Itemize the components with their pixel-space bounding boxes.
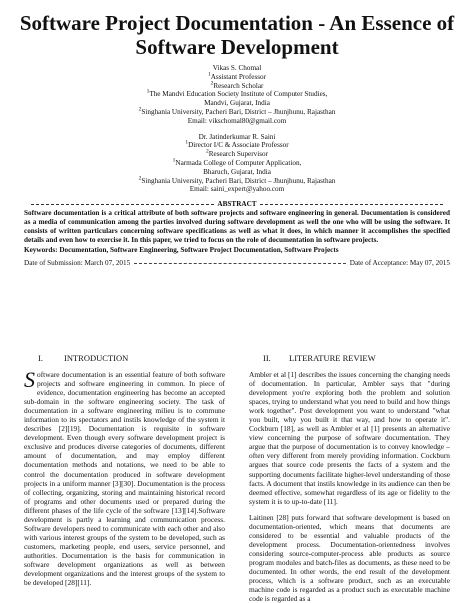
dates-line <box>24 259 450 268</box>
drop-cap: S <box>24 367 35 392</box>
author-institution: $^1$Narmada College of Computer Application, <box>172 157 302 167</box>
author-institution-location: Mandvi, Gujarat, India <box>204 99 270 108</box>
body-columns <box>24 353 450 603</box>
section-title: LITERATURE REVIEW <box>289 353 376 363</box>
author-block-2 <box>0 133 474 195</box>
author-email: Email: saini_expert@yahoo.com <box>189 185 285 194</box>
section-number: I. <box>38 353 43 363</box>
abstract-heading <box>28 200 446 209</box>
author-institution: $^1$The Mandvi Education Society Institute of Computer Studies, <box>146 89 328 99</box>
right-column <box>249 353 450 603</box>
section-paragraph: Laitinen [28] puts forward that software development is based on documentation-oriented, which means that documents are considered to be essential and valuable products of the development process. Documentation-orientedness involves considering source-computer-process able products as source program modules and batch-files as documents, as these need to be documented. In other words, the end result of the development process, which is a software product, such as an executable machine code is regarded as a product such as executable machine code is regarded as a <box>249 512 450 603</box>
section-heading <box>38 353 225 364</box>
author-name: Dr. Jatinderkumar R. Saini <box>198 132 276 141</box>
date-of-acceptance: Date of Acceptance: May 07, 2015 <box>349 258 450 267</box>
keywords: Keywords: Documentation, Software Engineering, Software Project Documentation, Software Projects <box>24 245 339 254</box>
author-affiliation: $^1$Assistant Professor <box>207 71 267 81</box>
author-institution-location: Bharuch, Gujarat, India <box>203 167 271 176</box>
title-line-2: Software Development <box>135 35 339 59</box>
author-name: Vikas S. Chomal <box>212 64 262 72</box>
divider <box>260 204 443 205</box>
abstract-text: Software documentation is a critical attribute of both software projects and software engineering in general. Documentation is considered as a media of communication among the parties involved during software development as well the one who will be using the software. It consists of written particulars concerning software specifications as well as what it does, in which manner it accomplishes the specified details and even how to exercise it. In this paper, we tried to focus on the role of documentation in software projects. <box>24 209 450 245</box>
author-affiliation: $^2$Research Scholar <box>210 80 264 90</box>
author-email: Email: vikschomal80@gmail.com <box>187 116 287 125</box>
paper-title <box>0 11 474 59</box>
left-column <box>24 353 225 603</box>
author-affiliation: $^2$Research Supervisor <box>205 148 269 159</box>
author-block-1 <box>0 64 474 126</box>
date-of-submission: Date of Submission: March 07, 2015 <box>24 258 131 267</box>
title-line-1: Software Project Documentation - An Essence of <box>19 11 455 35</box>
author-affiliation: $^1$Director I/C & Associate Professor <box>185 139 289 150</box>
abstract-body <box>24 209 450 254</box>
author-institution: $^2$Singhania University, Pacheri Bari, District – Jhunjhunu, Rajasthan <box>138 175 336 185</box>
section-number: II. <box>263 353 271 363</box>
paper-page <box>0 11 474 603</box>
divider <box>31 204 214 205</box>
author-institution: $^2$Singhania University, Pacheri Bari, District – Jhunjhunu, Rajasthan <box>138 106 336 116</box>
section-paragraph <box>24 367 225 588</box>
section-heading <box>263 353 450 364</box>
section-title: INTRODUCTION <box>64 353 129 363</box>
paragraph-text: oftware documentation is an essential feature of both software projects and software engineering in common. In piece of evidence, documentation engineering has become an accepted sub-domain in the software engineering society. The task of documentation in a software engineering milieu is to commune information to its spectators and instils knowledge of the system it describes [2][19]. Documentation is requisite in software development. Even though every software development project is exclusive and produces diverse categories of documents, different amount of documentation, and may employ different documentation methods and notations, we need to be able to control the documentation produced in software development projects in a uniform manner [3][30]. Documentation is the process of collecting, organizing, storing and maintaining historical record of programs and other documents used or prepared during the different phases of the life cycle of the software [13][14].Software development is partly a learning and communication process. Software developers need to communicate with each other and also with various interest groups of the system to be developed, such as customers, marketing people, end users, service personnel, and authorities. Documentation is the basis for communication in software development organizations as well as between development organizations and the interest groups of the system to be developed [28][11]. <box>24 370 225 588</box>
section-paragraph: Ambler et al [1] describes the issues concerning the changing needs of documentation. In particular, Ambler says that "during development you're exploring both the problem and solution spaces, trying to understand what you need to build and how things work together". Post development you want to understand "what you built, why you built it that way, and how to operate it". Cockburn [18], as well as Ambler et al [1] presents an alternative view concerning the purpose of software documentation. They argue that the purpose of documentation is to convey knowledge – often very different from merely providing information. Cockburn argues that source code presents the facts of a system and the supporting documents facilitate higher-level understanding of those facts. A document that instils knowledge in its audience can then be deemed effective, somewhat regardless of its age or fidelity to the system it is to up-to-date [11]. <box>249 370 450 506</box>
abstract-heading-text: ABSTRACT <box>217 200 257 209</box>
divider <box>134 263 346 264</box>
